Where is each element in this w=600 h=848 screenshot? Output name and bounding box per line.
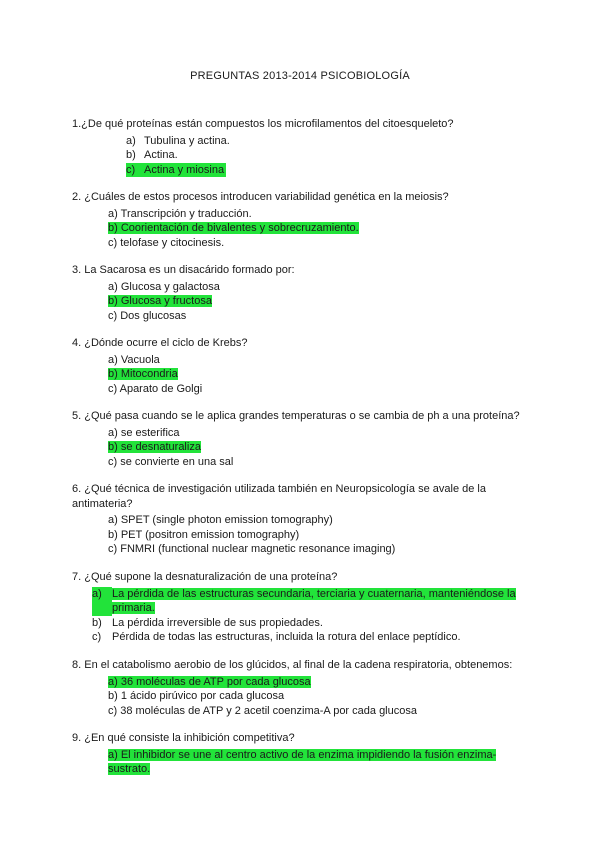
question-7 (72, 570, 528, 645)
option-b-correct: b) Glucosa y fructosa (108, 295, 212, 307)
question-text: 4. ¿Dónde ocurre el ciclo de Krebs? (72, 337, 248, 349)
question-text: 1.¿De qué proteínas están compuestos los microfilamentos del citoesqueleto? (72, 118, 454, 130)
question-text: 3. La Sacarosa es un disacárido formado por: (72, 264, 295, 276)
question-8 (72, 658, 542, 718)
option-b: b) PET (positron emission tomography) (108, 528, 300, 541)
option-c: c) se convierte en una sal (108, 455, 234, 468)
option-b: b) 1 ácido pirúvico por cada glucosa (108, 690, 285, 702)
option-a: a) Vacuola (108, 353, 160, 366)
option-b: b) Actina. (126, 149, 178, 161)
question-4 (72, 336, 532, 396)
option-c: c) Aparato de Golgi (108, 382, 203, 395)
option-a: a) SPET (single photon emission tomography) (108, 514, 333, 526)
question-5 (72, 409, 542, 469)
option-c-correct: c) Actina y miosina (126, 163, 225, 176)
option-a-correct: a) El inhibidor se une al centro activo de la enzima impidiendo la fusión enzima-sustrato. (108, 748, 497, 775)
question-9 (72, 731, 512, 777)
question-text: 2. ¿Cuáles de estos procesos introducen variabilidad genética en la meiosis? (72, 191, 449, 203)
option-a-correct: a) 36 moléculas de ATP por cada glucosa (108, 675, 311, 688)
question-1 (72, 117, 532, 177)
question-text: 7. ¿Qué supone la desnaturalización de una proteína? (72, 571, 338, 583)
question-text: 9. ¿En qué consiste la inhibición competitiva? (72, 732, 295, 744)
question-6 (72, 482, 524, 557)
question-3 (72, 263, 532, 323)
option-a-correct: a) La pérdida de las estructuras secundaria, terciaria y cuaternaria, manteniéndose la primaria. (92, 587, 516, 614)
option-c: c) FNMRI (functional nuclear magnetic resonance imaging) (108, 543, 396, 555)
question-text: 5. ¿Qué pasa cuando se le aplica grandes temperaturas o se cambia de ph a una proteína? (72, 410, 520, 422)
option-a: a) Tubulina y actina. (126, 134, 230, 147)
option-c: c) Dos glucosas (108, 309, 187, 322)
question-text: 6. ¿Qué técnica de investigación utilizada también en Neuropsicología se avale de la antimateria? (72, 483, 486, 510)
option-c: c) telofase y citocinesis. (108, 236, 225, 249)
page-title: PREGUNTAS 2013-2014 PSICOBIOLOGÍA (190, 70, 410, 82)
question-2 (72, 190, 532, 250)
question-text: 8. En el catabolismo aerobio de los glúcidos, al final de la cadena respiratoria, obtenemos: (72, 659, 513, 671)
option-b-correct: b) Mitocondria (108, 368, 178, 380)
option-a: a) Glucosa y galactosa (108, 280, 220, 293)
option-b: b) La pérdida irreversible de sus propiedades. (92, 616, 323, 629)
option-c: c) 38 moléculas de ATP y 2 acetil coenzima-A por cada glucosa (108, 704, 417, 717)
option-b-correct: b) Coorientación de bivalentes y sobrecruzamiento. (108, 222, 359, 234)
option-c: c) Pérdida de todas las estructuras, incluida la rotura del enlace peptídico. (92, 631, 461, 643)
option-b-correct: b) se desnaturaliza (108, 441, 201, 453)
option-a: a) Transcripción y traducción. (108, 207, 252, 220)
option-a: a) se esterifica (108, 426, 180, 439)
